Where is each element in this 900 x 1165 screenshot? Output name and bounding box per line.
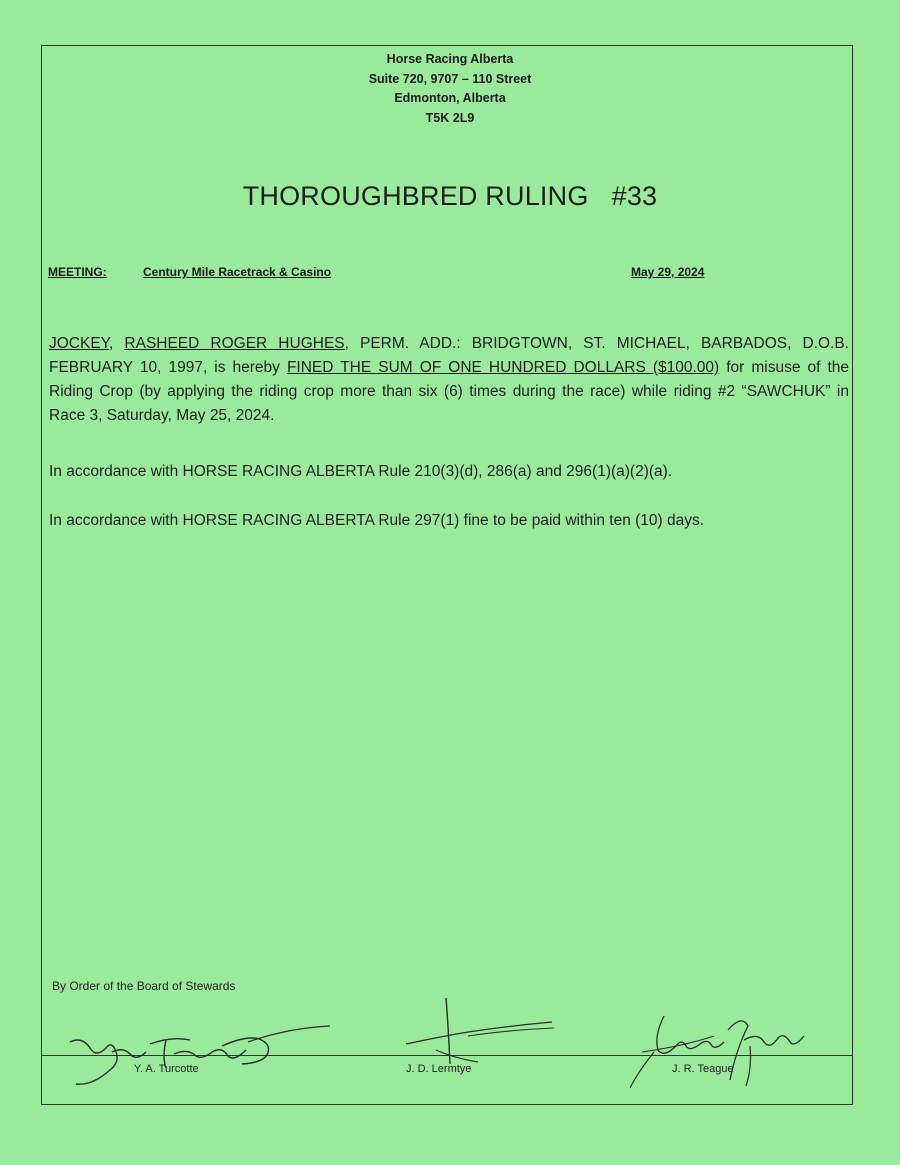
rule-reference-1: In accordance with HORSE RACING ALBERTA Rule 210(3)(d), 286(a) and 296(1)(a)(2)(a). (49, 463, 673, 480)
ruling-title: THOROUGHBRED RULING #33 (242, 181, 658, 211)
jockey-details: , PERM. ADD.: BRIDGTOWN, ST. MICHAEL, BARBADOS, D.O.B. FEBRUARY 10, 1997, is hereby (49, 335, 849, 376)
board-order-label: By Order of the Board of Stewards (52, 979, 236, 993)
signature-turcotte (62, 1018, 342, 1090)
jockey-name: RASHEED ROGER HUGHES (124, 335, 345, 352)
separator: , (109, 335, 125, 352)
steward-name-3: J. R. Teague (672, 1063, 734, 1075)
address-line-1: Suite 720, 9707 – 110 Street (368, 71, 532, 86)
signature-lermtye (384, 992, 564, 1072)
ruling-date: May 29, 2024 (631, 265, 705, 279)
ruling-paragraph (49, 332, 849, 428)
steward-name-2: J. D. Lermtye (406, 1063, 472, 1075)
meeting-venue: Century Mile Racetrack & Casino (143, 265, 332, 279)
jockey-label: JOCKEY (49, 335, 110, 352)
org-name: Horse Racing Alberta (386, 52, 514, 66)
rule-reference-2: In accordance with HORSE RACING ALBERTA Rule 297(1) fine to be paid within ten (10) days. (49, 512, 705, 529)
fine-amount: FINED THE SUM OF ONE HUNDRED DOLLARS ($100.00) (286, 359, 720, 376)
ruling-reason: for misuse of the Riding Crop (by applying the riding crop more than six (6) times during the race) while riding #2 “SAWCHUK” in Race 3, Saturday, May 25, 2024. (49, 359, 850, 424)
meeting-label: MEETING: (48, 265, 107, 279)
steward-name-1: Y. A. Turcotte (134, 1063, 199, 1075)
signature-teague (624, 1006, 824, 1096)
postal-code: T5K 2L9 (425, 110, 475, 125)
address-line-2: Edmonton, Alberta (394, 91, 506, 105)
letterhead (0, 50, 900, 128)
